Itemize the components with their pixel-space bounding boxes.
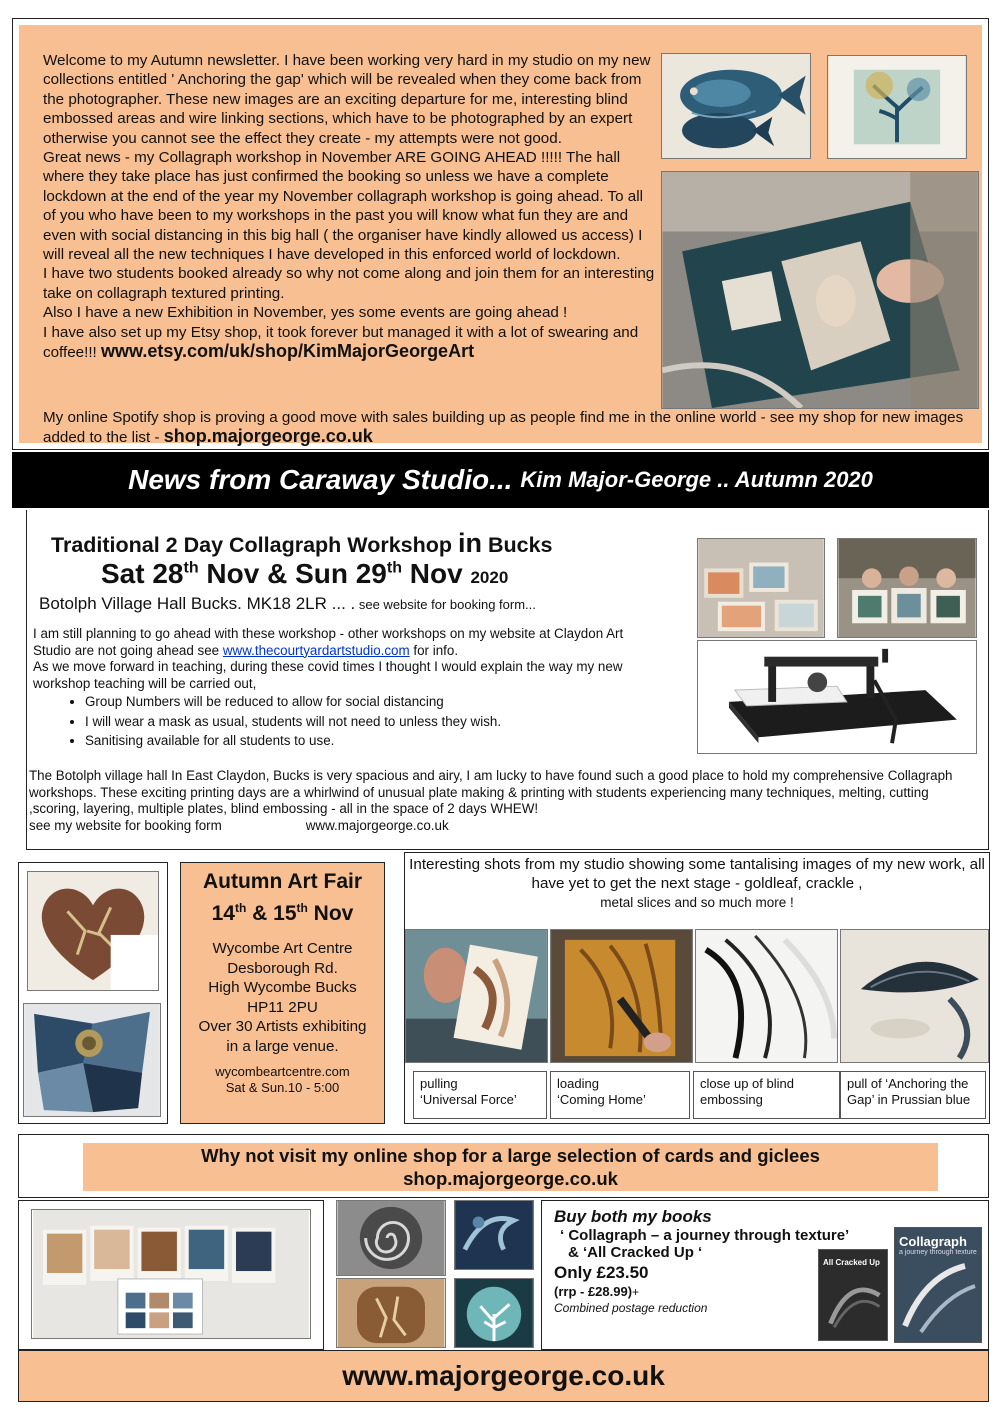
- caption-line: close up of blind: [700, 1076, 794, 1091]
- workshop-section: [26, 510, 989, 850]
- caption-line: pulling: [420, 1076, 458, 1091]
- hall-description: [29, 768, 969, 834]
- books-rrp: (rrp - £28.99): [554, 1284, 633, 1299]
- etsy-link[interactable]: www.etsy.com/uk/shop/KimMajorGeorgeArt: [101, 341, 475, 362]
- workshop-bullets: [85, 694, 658, 749]
- date-suffix: th: [386, 559, 402, 577]
- newsletter-title-bar: [12, 452, 989, 508]
- fair-hours: Sat & Sun.10 - 5:00: [225, 1080, 340, 1095]
- book-cover-all-cracked-up: [818, 1249, 888, 1341]
- list-item: • I will wear a mask as usual, students will not need to unless they wish.: [85, 714, 658, 731]
- fish-artwork-image: [661, 53, 811, 159]
- workshop-body: [33, 626, 658, 752]
- spotify-sentence: My online Spotify shop is proving a good move with sales building up as people find me in the online world - see my shop for new images added to the list -: [43, 409, 964, 447]
- caption-embossing: [693, 1071, 840, 1119]
- books-rrp-line: [554, 1283, 849, 1301]
- body-text: I am still planning to go ahead with these workshop - other workshops on my website at Claydon Art Studio are not going ahead see: [33, 626, 624, 658]
- caption-line: ‘Universal Force’: [420, 1091, 517, 1107]
- book-cover-collagraph: [894, 1227, 982, 1343]
- students-image: [837, 538, 977, 638]
- list-item: • Group Numbers will be reduced to allow for social distancing: [85, 694, 658, 711]
- studio-shots-section: [404, 852, 990, 1124]
- fair-website[interactable]: wycombeartcentre.com: [215, 1064, 350, 1079]
- date-part: Nov: [401, 558, 471, 589]
- shop-line: Why not visit my online shop for a large selection of cards and giclees: [201, 1145, 820, 1166]
- book-title-line: ‘ Collagraph – a journey through texture’: [560, 1227, 850, 1244]
- books-postage: Combined postage reduction: [554, 1301, 708, 1315]
- workshop-paragraph: [33, 626, 658, 659]
- workshop-prints-image: [697, 538, 825, 638]
- intro-paragraph: I have two students booked already so why not come along and join them for an interesting take on collagraph textured printing.: [43, 265, 655, 302]
- books-panel: [541, 1200, 989, 1350]
- loading-plate-image: [550, 929, 693, 1063]
- intro-panel: [19, 25, 982, 447]
- art-fair-box: [180, 862, 385, 1124]
- newsletter-subtitle: Kim Major-George .. Autumn 2020: [520, 467, 873, 492]
- fair-info-line: HP11 2PU: [247, 998, 318, 1016]
- courtyard-studio-link[interactable]: www.thecourtyardartstudio.com: [222, 642, 410, 658]
- fair-info-line: Desborough Rd.: [227, 959, 338, 977]
- workshop-photo-image: [661, 171, 979, 409]
- date-suffix: th: [183, 559, 199, 577]
- tree-circle-artwork-image: [454, 1278, 534, 1348]
- list-item: • Sanitising available for all students to use.: [85, 733, 658, 750]
- book-cover-title: Collagraph: [899, 1234, 967, 1249]
- caption-line: pull of ‘Anchoring the: [847, 1076, 969, 1091]
- spotify-text: [43, 408, 978, 448]
- hall-site-label: see my website for booking form: [29, 817, 222, 833]
- shots-heading-sub: metal slices and so much more !: [600, 895, 794, 910]
- cracked-artwork-image: [336, 1278, 446, 1348]
- intro-text: [43, 51, 655, 363]
- caption-loading: [550, 1071, 690, 1119]
- intro-paragraph: Also I have a new Exhibition in November, yes some events are going ahead !: [43, 304, 568, 322]
- art-fair-title: [181, 869, 384, 927]
- date-part: Nov & Sun 29: [198, 558, 387, 589]
- books-price: Only £23.50: [554, 1263, 649, 1282]
- books-heading: Buy both my books: [554, 1207, 712, 1226]
- workshop-title-location: Bucks: [481, 533, 553, 557]
- intro-paragraph: Great news - my Collagraph workshop in November ARE GOING AHEAD !!!!! The hall where they take place has just confirmed the booking so unless we have a complete lockdown at the end of the year my November collagraph workshop is going ahead. To all of you who have been to my workshops in the past you will know what fun they are and even with social distancing in this big hall ( the organiser have kindly allowed us access) I will reveal all the new techniques I have developed in this enforced world of lockdown.: [43, 149, 643, 264]
- caption-anchoring-gap: [840, 1071, 986, 1119]
- pulling-print-image: [405, 929, 548, 1063]
- shop-url[interactable]: shop.majorgeorge.co.uk: [403, 1168, 618, 1189]
- spiral-artwork-image: [336, 1200, 446, 1276]
- intro-section: [12, 18, 989, 450]
- fair-info-line: Wycombe Art Centre: [212, 940, 353, 957]
- caption-line: loading: [557, 1076, 599, 1091]
- workshop-venue: [39, 594, 536, 614]
- books-text: [554, 1207, 849, 1315]
- date-suffix: th: [296, 901, 308, 915]
- fair-artwork-panel: [18, 862, 168, 1124]
- books-plus: +: [632, 1285, 640, 1299]
- printing-press-image: [697, 640, 977, 754]
- etsy-paragraph: I have also set up my Etsy shop, it took forever but managed it with a lot of swearing and coffee!!!: [43, 323, 639, 362]
- date-part: & 15: [246, 902, 297, 925]
- shots-heading-text: Interesting shots from my studio showing some tantalising images of my new work, all have yet to get the next stage - goldleaf, crackle ,: [409, 856, 985, 892]
- hall-text: The Botolph village hall In East Claydon, Bucks is very spacious and airy, I am lucky to have found such a good place to hold my comprehensive Collagraph workshops. These exciting printing days are a whirlwind of unusual plate making & printing with students experiencing many techniques, melting, cutting ,scoring, layering, multiple plates, blind embossing - all in the space of 2 days WHEW!: [29, 768, 953, 817]
- workshop-title-in: in: [457, 528, 482, 558]
- intro-paragraph: Welcome to my Autumn newsletter. I have been working very hard in my studio on my new collections entitled ' Anchoring the gap' which will be revealed when they come back from the photographer. These new images are an exciting departure for me, interesting blind embossed areas and wire linking sections, which have to be photographed by an expert otherwise you cannot see the effect they create - my attempts were not good.: [43, 52, 651, 147]
- intro-paragraph: [43, 323, 655, 363]
- workshop-paragraph: As we move forward in teaching, during these covid times I thought I would explain the way my new workshop teaching will be carried out,: [33, 659, 623, 691]
- anchoring-gap-print-image: [840, 929, 989, 1063]
- fair-web: [181, 1064, 384, 1096]
- body-text: for info.: [409, 642, 459, 658]
- tree-artwork-image: [827, 55, 967, 159]
- date-part: Sat 28: [101, 558, 184, 589]
- blue-swirl-artwork-image: [454, 1200, 534, 1270]
- date-part: Nov: [307, 902, 354, 925]
- caption-line: Gap’ in Prussian blue: [847, 1091, 971, 1107]
- date-part: 14: [211, 902, 235, 925]
- blind-embossing-image: [695, 929, 838, 1063]
- date-suffix: th: [234, 901, 247, 915]
- online-shop-section: [18, 1134, 989, 1198]
- venue-note: see website for booking form...: [355, 597, 536, 612]
- fair-dates: [181, 895, 384, 927]
- book-cover-subtitle: a journey through texture: [899, 1249, 977, 1256]
- heart-artwork-image: [27, 871, 159, 991]
- studio-shots-heading: [409, 855, 985, 912]
- caption-pulling: [413, 1071, 547, 1119]
- venue-text: Botolph Village Hall Bucks. MK18 2LR ... .: [39, 594, 356, 613]
- newsletter-title: News from Caraway Studio...: [128, 464, 513, 495]
- cards-panel: [18, 1200, 324, 1350]
- greeting-cards-image: [31, 1209, 311, 1339]
- caption-line: ‘Coming Home’: [557, 1091, 646, 1107]
- fair-info-line: High Wycombe Bucks: [208, 979, 357, 996]
- caption-line: embossing: [700, 1091, 763, 1107]
- footer-website: [18, 1350, 989, 1402]
- book-cover-title: All Cracked Up: [823, 1258, 880, 1267]
- workshop-title: [51, 528, 553, 559]
- book-title-line: & ‘All Cracked Up ‘: [568, 1244, 703, 1261]
- footer-url[interactable]: www.majorgeorge.co.uk: [342, 1360, 665, 1391]
- online-shop-band: [83, 1143, 938, 1191]
- fair-title-text: Autumn Art Fair: [202, 870, 363, 893]
- fair-info-line: in a large venue.: [226, 1037, 339, 1055]
- workshop-title-text: Traditional 2 Day Collagraph Workshop: [51, 533, 458, 557]
- fair-info: [181, 939, 384, 1056]
- hall-site-url[interactable]: www.majorgeorge.co.uk: [305, 817, 449, 833]
- shop-link[interactable]: shop.majorgeorge.co.uk: [163, 426, 373, 447]
- workshop-dates: [101, 558, 508, 590]
- abstract-blue-artwork-image: [23, 1003, 161, 1117]
- workshop-year: 2020: [470, 568, 509, 587]
- hall-website-line: [29, 818, 969, 835]
- fair-info-line: Over 30 Artists exhibiting: [198, 1018, 367, 1035]
